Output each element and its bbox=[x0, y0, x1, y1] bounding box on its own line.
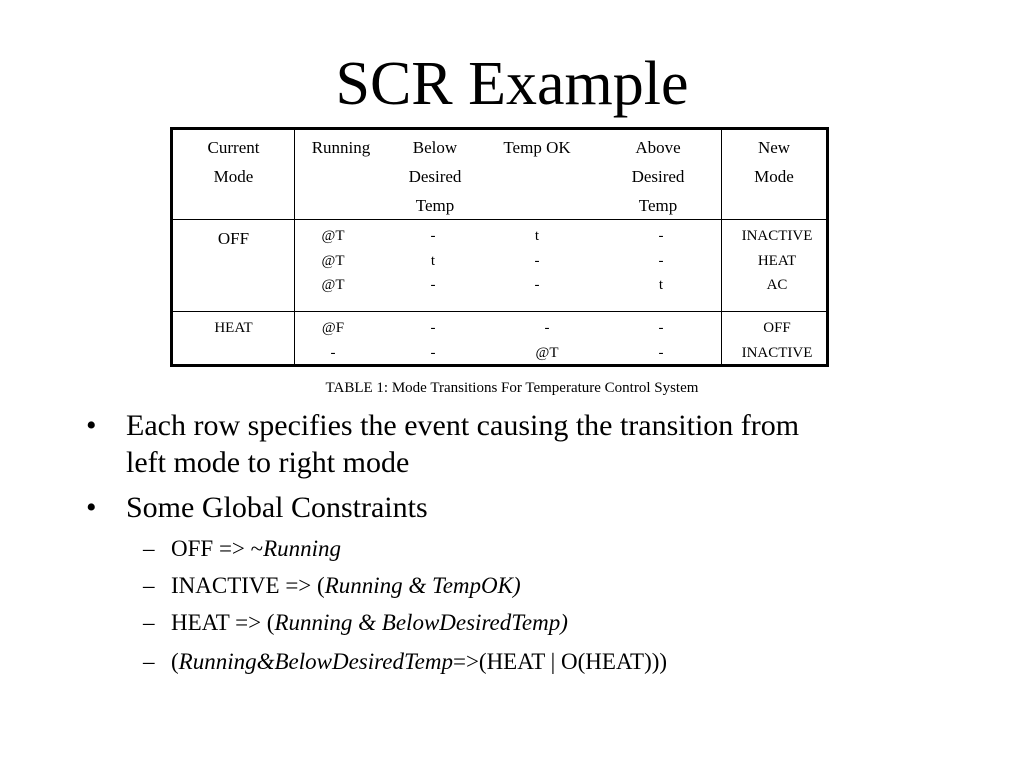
column-new-mode-off bbox=[725, 224, 829, 298]
table-divider bbox=[173, 219, 826, 220]
column-above-off bbox=[631, 224, 691, 298]
header-running: Running bbox=[311, 138, 371, 157]
table-caption: TABLE 1: Mode Transitions For Temperature Control System bbox=[325, 380, 699, 396]
table-cell: t bbox=[430, 252, 436, 269]
table-cell: - bbox=[658, 228, 664, 244]
row-mode-heat: HEAT bbox=[214, 320, 253, 336]
table-cell: - bbox=[658, 252, 664, 269]
table-cell: - bbox=[544, 320, 550, 336]
column-below-off bbox=[403, 224, 463, 298]
table-cell: - bbox=[430, 277, 436, 293]
table-cell: - bbox=[658, 344, 664, 361]
column-new-mode-heat bbox=[725, 316, 829, 365]
table-cell: - bbox=[534, 277, 540, 293]
row-mode-off: OFF bbox=[217, 229, 250, 248]
table-cell: @F bbox=[321, 320, 345, 336]
table-cell: @T bbox=[321, 277, 345, 293]
mode-transition-table bbox=[170, 127, 829, 367]
table-cell: INACTIVE bbox=[741, 228, 813, 244]
header-temp-ok: Temp OK bbox=[503, 138, 571, 157]
header-above-desired-temp: Above Desired Temp bbox=[631, 138, 685, 215]
sub-bullet-marker: – bbox=[143, 573, 155, 598]
table-cell: HEAT bbox=[757, 252, 797, 269]
table-cell: - bbox=[330, 344, 336, 361]
column-running-off bbox=[294, 224, 372, 298]
constraint-off: OFF => ~Running bbox=[171, 536, 342, 561]
sub-bullet-marker: – bbox=[143, 610, 155, 635]
slide-title: SCR Example bbox=[335, 50, 689, 118]
bullet-marker: • bbox=[86, 491, 97, 524]
table-cell: @T bbox=[321, 252, 345, 269]
table-cell: AC bbox=[766, 277, 788, 293]
header-current-mode: Current Mode bbox=[207, 138, 260, 186]
table-cell: @T bbox=[535, 344, 559, 361]
table-cell: INACTIVE bbox=[741, 344, 813, 361]
table-cell: - bbox=[430, 344, 436, 361]
header-below-desired-temp: Below Desired Temp bbox=[408, 138, 462, 215]
table-cell: - bbox=[658, 320, 664, 336]
table-cell: @T bbox=[321, 228, 345, 244]
table-cell: t bbox=[534, 228, 540, 244]
sub-bullet-marker: – bbox=[143, 649, 155, 674]
table-cell: t bbox=[658, 277, 664, 293]
constraint-heat-implication: (Running&BelowDesiredTemp=>(HEAT | O(HEAT))) bbox=[171, 649, 668, 674]
constraint-inactive: INACTIVE => (Running & TempOK) bbox=[171, 573, 521, 598]
bullet-marker: • bbox=[86, 409, 97, 442]
table-cell: OFF bbox=[763, 320, 791, 336]
column-tempok-off bbox=[507, 224, 567, 298]
table-cell: - bbox=[430, 228, 436, 244]
column-running-heat bbox=[294, 316, 372, 365]
bullet-text: Each row specifies the event causing the transition from left mode to right mode bbox=[126, 409, 800, 479]
bullet-text: Some Global Constraints bbox=[126, 491, 428, 524]
column-tempok-heat bbox=[507, 316, 587, 365]
column-above-heat bbox=[631, 316, 691, 365]
column-below-heat bbox=[403, 316, 463, 365]
constraint-heat: HEAT => (Running & BelowDesiredTemp) bbox=[171, 610, 568, 635]
header-new-mode: New Mode bbox=[754, 138, 794, 186]
table-cell: - bbox=[430, 320, 436, 336]
sub-bullet-marker: – bbox=[143, 536, 155, 561]
table-cell: - bbox=[534, 252, 540, 269]
table-divider bbox=[173, 311, 826, 312]
